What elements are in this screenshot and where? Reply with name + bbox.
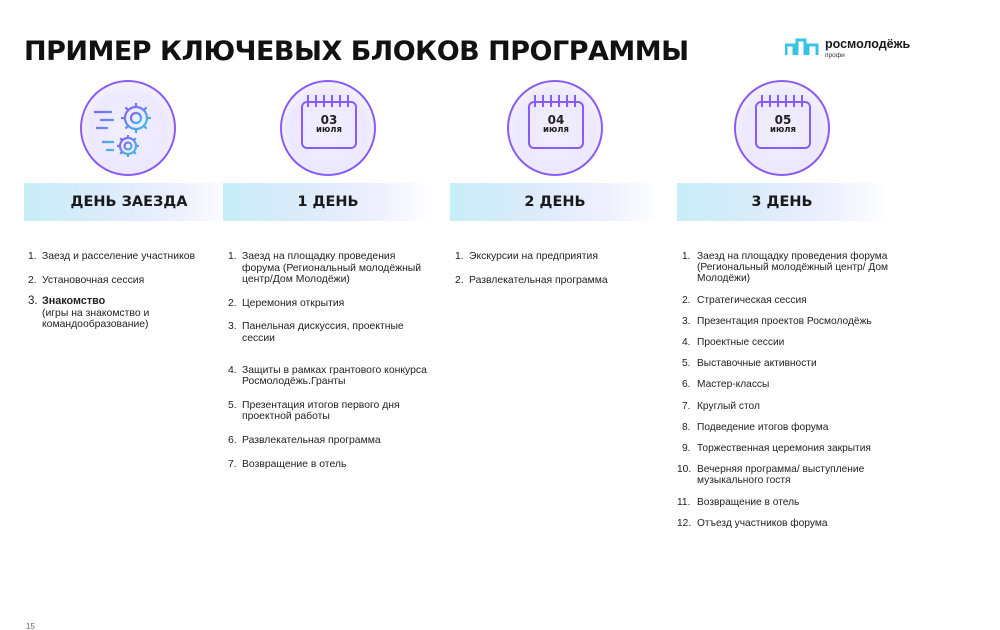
day-header-label: ДЕНЬ ЗАЕЗДА [70,194,188,210]
brand-logo [785,38,910,59]
list-item: 2. Стратегическая сессия [682,294,807,306]
list-item: 1. Заезд и расселение участников [28,251,196,262]
day-header [450,183,660,221]
logo-mark-icon [785,38,819,56]
list-item: 4. Проектные сессии [682,337,785,349]
list-item: 3. Панельная дискуссия, проектные сессии [228,321,404,344]
calendar-icon [280,80,380,180]
calendar-date: 03 июля [316,113,342,135]
list-item: 11. Возвращение в отель [677,496,800,508]
list-item: 12. Отъезд участников форума [677,517,828,529]
logo-name: росмолодёжь [825,37,911,51]
day-header-label: 2 ДЕНЬ [524,194,586,210]
agenda-list [455,251,660,286]
list-item: 8. Подведение итогов форума [682,421,829,433]
list-item: 2. Развлекательная программа [455,274,608,286]
day-header-label: 1 ДЕНЬ [297,194,359,210]
list-item: 7. Возвращение в отель [228,458,347,470]
calendar-date: 05 июля [770,113,796,135]
list-item: 6. Развлекательная программа [228,434,381,446]
gears-icon [80,80,180,180]
calendar-date: 04 июля [543,113,569,135]
agenda-list [677,251,892,529]
list-item: 10. Вечерняя программа/ выступление музыкального гостя [677,464,865,487]
list-item: 2. Церемония открытия [228,297,345,309]
list-item: 1. Заезд на площадку проведения форума (Региональный молодёжный центр/ Дом Молодёжи) [682,251,889,285]
page-number: 15 [26,622,35,630]
day-header [24,183,234,221]
agenda-list [28,251,208,331]
day-header-label: 3 ДЕНЬ [751,194,813,210]
day-header [677,183,887,221]
list-item: 3. Знакомство (игры на знакомство и командообразование) [28,295,150,331]
list-item: 9. Торжественная церемония закрытия [682,443,871,455]
calendar-icon [507,80,607,180]
list-item: 4. Защиты в рамках грантового конкурса Росмолодёжь.Гранты [228,364,427,388]
list-item: 6. Мастер-классы [682,379,770,391]
page-title: ПРИМЕР КЛЮЧЕВЫХ БЛОКОВ ПРОГРАММЫ [24,36,689,67]
agenda-list [228,251,433,470]
list-item: 5. Выставочные активности [682,358,817,370]
calendar-icon [734,80,834,180]
list-item: 2. Установочная сессия [28,274,145,286]
list-item: 5. Презентация итогов первого дня проектной работы [228,399,400,423]
logo-subtitle: профи [825,51,845,59]
list-item: 1. Экскурсии на предприятия [455,251,598,262]
list-item: 7. Круглый стол [682,400,760,412]
list-item: 3. Презентация проектов Росмолодёжь [682,315,872,327]
list-item: 1. Заезд на площадку проведения форума (Региональный молодёжный центр/Дом Молодёжи) [228,251,422,286]
day-header [223,183,433,221]
